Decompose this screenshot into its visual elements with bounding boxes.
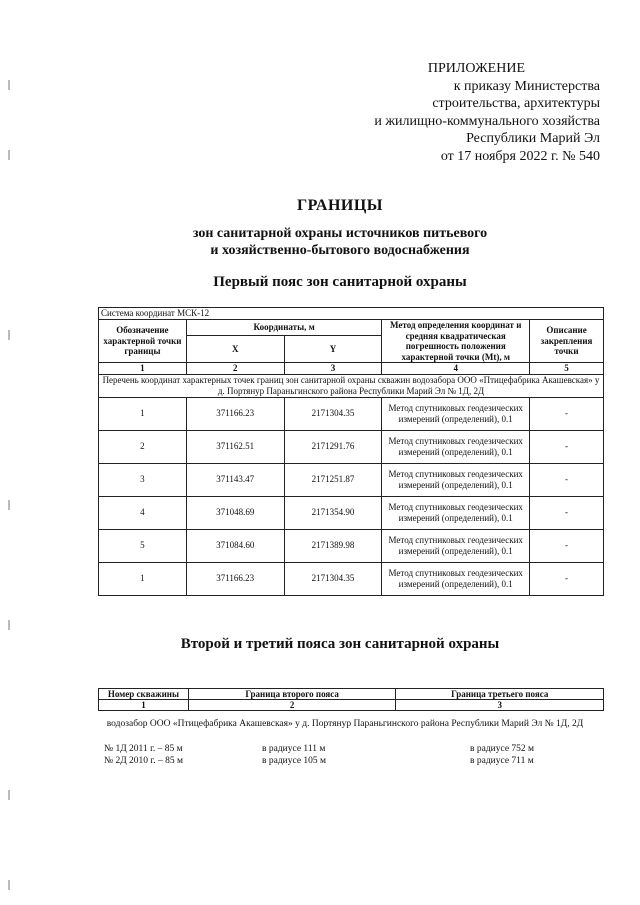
section-heading-first-belt: Первый пояс зон санитарной охраны — [213, 274, 467, 290]
point-id: 4 — [99, 496, 187, 529]
coord-y: 2171251.87 — [284, 463, 382, 496]
well-number: № 1Д 2011 г. – 85 м — [104, 744, 183, 754]
third-belt-radius: в радиусе 711 м — [470, 756, 534, 766]
point-id: 1 — [99, 397, 187, 430]
binding-hole — [8, 880, 10, 890]
fixing: - — [530, 562, 604, 595]
well-number: № 2Д 2010 г. – 85 м — [104, 756, 184, 766]
coord-y: 2171354.90 — [284, 496, 382, 529]
column-number: 5 — [530, 363, 604, 375]
column-numbers-row — [99, 363, 604, 375]
coord-x: 371162.51 — [186, 430, 284, 463]
fixing: - — [530, 430, 604, 463]
method: Метод спутниковых геодезических измерений (определений), 0.1 — [382, 496, 530, 529]
appendix-line: строительства, архитектуры — [432, 96, 600, 111]
appendix-line: от 17 ноября 2022 г. № 540 — [440, 148, 600, 164]
list-caption: Перечень координат характерных точек границ зон санитарной охраны скважин водозабора ООО «Птицефабрика Акашевская» у д. Портянур Параньгинского района Республики Марий Эл № 1Д, 2Д — [99, 374, 604, 397]
second-belt-radius: в радиусе 105 м — [262, 756, 327, 766]
header-y: Y — [284, 336, 382, 363]
binding-hole — [8, 500, 10, 510]
column-number: 3 — [396, 700, 604, 711]
appendix-line: Республики Марий Эл — [466, 131, 600, 146]
appendix-block — [300, 60, 600, 165]
coord-x: 371166.23 — [186, 397, 284, 430]
method: Метод спутниковых геодезических измерений (определений), 0.1 — [382, 562, 530, 595]
coord-y: 2171304.35 — [284, 562, 382, 595]
column-number: 1 — [99, 700, 189, 711]
header-second-belt: Граница второго пояса — [188, 689, 396, 700]
table-row — [99, 430, 604, 463]
method: Метод спутниковых геодезических измерений (определений), 0.1 — [382, 430, 530, 463]
coord-x: 371048.69 — [186, 496, 284, 529]
header-fixing: Описание закрепления точки — [530, 320, 604, 363]
subtitle-line-1: зон санитарной охраны источников питьевого — [192, 226, 488, 241]
coord-y: 2171291.76 — [284, 430, 382, 463]
column-number: 2 — [188, 700, 396, 711]
column-number: 1 — [99, 363, 187, 375]
water-intake-caption: водозабор ООО «Птицефабрика Акашевская» у д. Портянур Параньгинского района Республики Марий Эл № 1Д, 2Д — [106, 719, 584, 729]
column-number: 2 — [186, 363, 284, 375]
coord-y: 2171304.35 — [284, 397, 382, 430]
fixing: - — [530, 496, 604, 529]
method: Метод спутниковых геодезических измерений (определений), 0.1 — [382, 463, 530, 496]
point-id: 1 — [99, 562, 187, 595]
table-row — [99, 562, 604, 595]
fixing: - — [530, 397, 604, 430]
first-belt-coordinates-table — [98, 307, 604, 596]
coord-x: 371143.47 — [186, 463, 284, 496]
binding-hole — [8, 150, 10, 160]
binding-hole — [8, 330, 10, 340]
point-id: 5 — [99, 529, 187, 562]
coord-x: 371084.60 — [186, 529, 284, 562]
appendix-heading: ПРИЛОЖЕНИЕ — [427, 61, 525, 76]
header-coords: Координаты, м — [186, 320, 382, 336]
appendix-line: к приказу Министерства — [453, 78, 600, 94]
table-row — [99, 529, 604, 562]
coordinate-system-label: Система координат МСК-12 — [99, 308, 604, 320]
fixing: - — [530, 463, 604, 496]
belts-table — [98, 688, 604, 711]
second-belt-radius: в радиусе 111 м — [262, 744, 326, 754]
third-belt-radius: в радиусе 752 м — [470, 744, 535, 754]
binding-hole — [8, 620, 10, 630]
method: Метод спутниковых геодезических измерений (определений), 0.1 — [382, 529, 530, 562]
coord-y: 2171389.98 — [284, 529, 382, 562]
document-title: ГРАНИЦЫ — [296, 197, 383, 214]
document-subtitle — [0, 225, 640, 259]
table-row — [99, 496, 604, 529]
header-point: Обозначение характерной точки границы — [99, 320, 187, 363]
section-heading-second-third-belt: Второй и третий пояса зон санитарной охраны — [180, 636, 500, 652]
binding-hole — [8, 80, 10, 90]
fixing: - — [530, 529, 604, 562]
point-id: 3 — [99, 463, 187, 496]
point-id: 2 — [99, 430, 187, 463]
header-well-number: Номер скважины — [99, 689, 189, 700]
coord-x: 371166.23 — [186, 562, 284, 595]
column-number: 4 — [382, 363, 530, 375]
subtitle-line-2: и хозяйственно-бытового водоснабжения — [210, 243, 470, 258]
header-third-belt: Граница третьего пояса — [396, 689, 604, 700]
header-method: Метод определения координат и средняя квадратическая погрешность положения характерной точки (Mt), м — [382, 320, 530, 363]
table-row — [99, 463, 604, 496]
column-number: 3 — [284, 363, 382, 375]
binding-hole — [8, 790, 10, 800]
method: Метод спутниковых геодезических измерений (определений), 0.1 — [382, 397, 530, 430]
appendix-line: и жилищно-коммунального хозяйства — [374, 113, 600, 129]
header-x: X — [186, 336, 284, 363]
table-row — [99, 397, 604, 430]
